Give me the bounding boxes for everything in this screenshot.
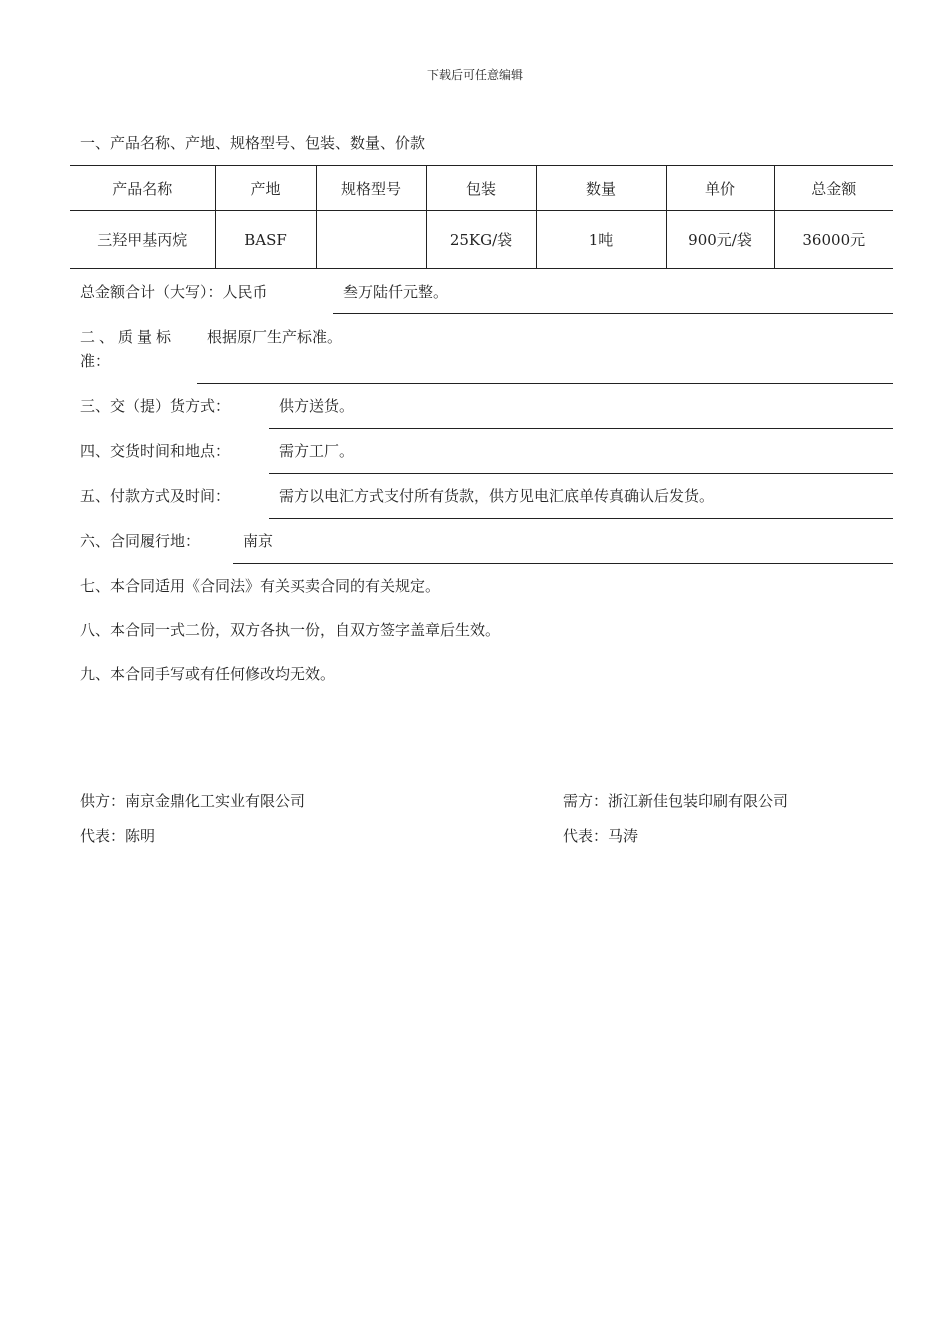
payment-label: 五、付款方式及时间： <box>80 487 231 505</box>
delivery-method-value: 供方送货。 <box>279 397 355 415</box>
cell-quantity: 1吨 <box>536 211 666 269</box>
table-row <box>70 211 893 269</box>
section-1-title: 一、产品名称、产地、规格型号、包装、数量、价款 <box>80 134 426 152</box>
supplier-rep: 代表：陈明 <box>80 827 156 845</box>
buyer-rep: 代表：马涛 <box>563 827 639 845</box>
delivery-method-label: 三、交（提）货方式： <box>80 397 231 415</box>
total-underline <box>333 313 893 314</box>
quality-value: 根据原厂生产标准。 <box>207 328 343 346</box>
header-quantity: 数量 <box>536 166 666 211</box>
buyer-name: 需方：浙江新佳包装印刷有限公司 <box>563 792 789 810</box>
delivery-time-underline <box>269 473 893 474</box>
payment-underline <box>269 518 893 519</box>
header-total: 总金额 <box>774 166 893 211</box>
cell-spec <box>316 211 426 269</box>
product-table <box>70 165 893 269</box>
quality-underline <box>197 383 893 384</box>
total-label: 总金额合计（大写）：人民币 <box>80 283 268 301</box>
payment-value: 需方以电汇方式支付所有货款，供方见电汇底单传真确认后发货。 <box>279 487 715 505</box>
cell-product-name: 三羟甲基丙烷 <box>97 231 188 249</box>
total-value: 叁万陆仟元整。 <box>343 283 449 301</box>
header-spec: 规格型号 <box>316 166 426 211</box>
delivery-method-underline <box>269 428 893 429</box>
header-product-name: 产品名称 <box>112 179 173 198</box>
header-unit-price: 单价 <box>666 166 774 211</box>
header-packaging: 包装 <box>426 166 536 211</box>
quality-label: 二、质量标 <box>80 328 176 346</box>
quality-label-cont: 准： <box>80 352 111 370</box>
clause-7: 七、本合同适用《合同法》有关买卖合同的有关规定。 <box>80 577 441 595</box>
cell-packaging: 25KG/袋 <box>426 211 536 269</box>
header-note: 下载后可任意编辑 <box>426 68 523 82</box>
cell-unit-price: 900元/袋 <box>666 211 774 269</box>
performance-place-label: 六、合同履行地： <box>80 532 201 550</box>
performance-place-underline <box>233 563 893 564</box>
header-origin: 产地 <box>215 166 316 211</box>
cell-origin: BASF <box>215 211 316 269</box>
performance-place-value: 南京 <box>243 532 274 550</box>
cell-total: 36000元 <box>774 211 893 269</box>
supplier-name: 供方：南京金鼎化工实业有限公司 <box>80 792 306 810</box>
table-header-row <box>70 166 893 211</box>
delivery-time-label: 四、交货时间和地点： <box>80 442 231 460</box>
delivery-time-value: 需方工厂。 <box>279 442 355 460</box>
clause-9: 九、本合同手写或有任何修改均无效。 <box>80 665 336 683</box>
clause-8: 八、本合同一式二份，双方各执一份，自双方签字盖章后生效。 <box>80 621 501 639</box>
